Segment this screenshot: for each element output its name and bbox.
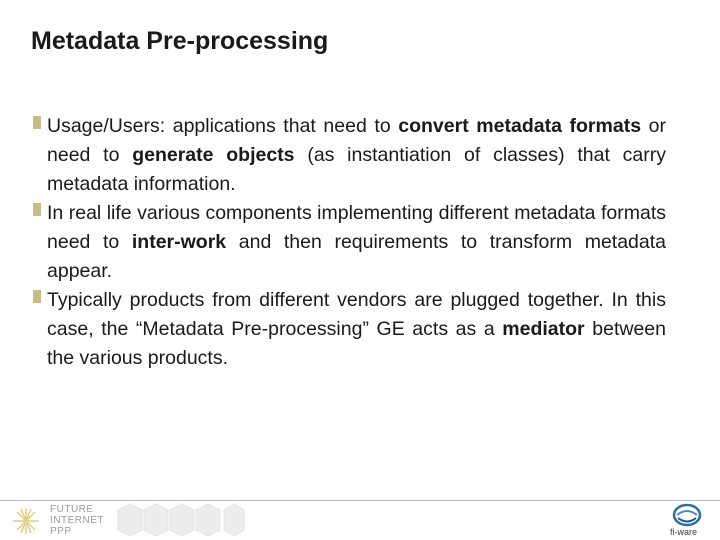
bullet-square-icon [33, 290, 41, 303]
bullet-text: Usage/Users: applications that need to convert metadata formats or need to generate objects (as instantiation of classes) that carry metadata information. [47, 115, 666, 195]
slide-title: Metadata Pre-processing [31, 27, 329, 55]
bullet-text: In real life various components implementing different metadata formats need to inter-work and then requirements to transform metadata appear. [47, 202, 667, 282]
bullet-item [33, 112, 666, 199]
bullet-square-icon [33, 203, 41, 216]
bullet-text: Typically products from different vendors are plugged together. In this case, the “Metadata Pre-processing” GE acts as a mediator between the various products. [47, 289, 666, 369]
fiware-logo-label: fi-ware [670, 527, 698, 537]
bullet-square-icon [33, 116, 41, 129]
footer-divider [0, 500, 720, 501]
future-internet-logo-text: FUTURE INTERNET PPP [50, 504, 104, 537]
bullet-item [33, 286, 666, 373]
bullet-item [33, 199, 666, 286]
bullet-list [33, 112, 666, 373]
hexagon-pattern-icon [116, 502, 246, 538]
